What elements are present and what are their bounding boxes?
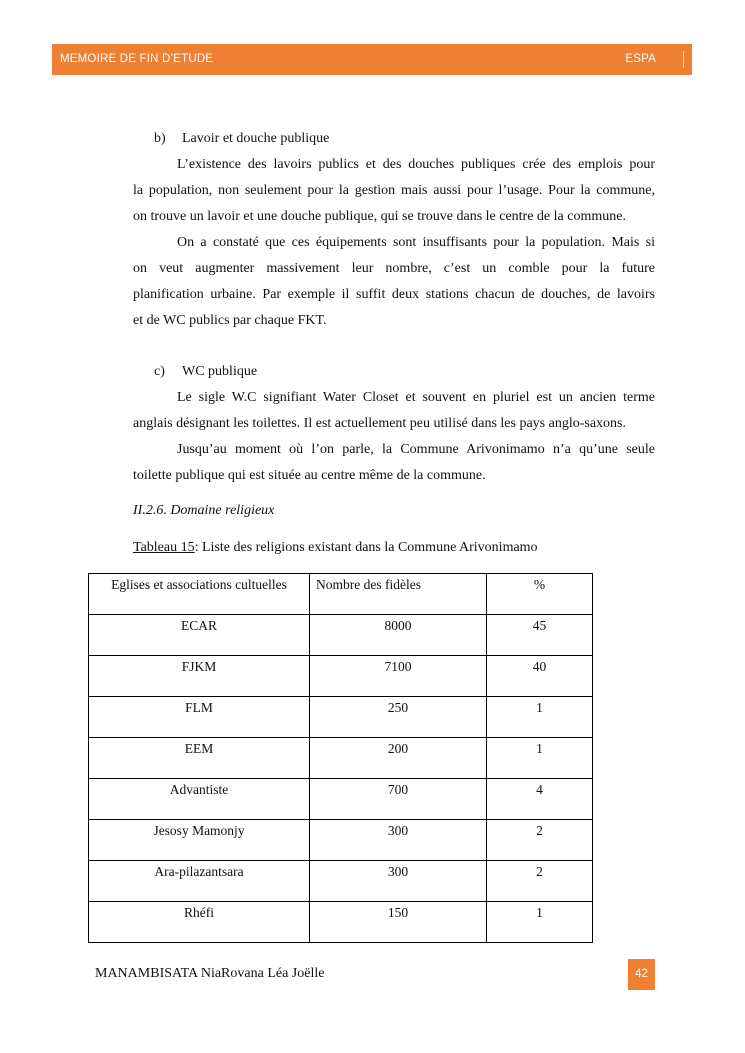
members-cell: 150 [310, 902, 487, 943]
page-header [52, 44, 692, 75]
members-cell: 300 [310, 861, 487, 902]
paragraph-line: on veut augmenter massivement leur nombre, c’est un comble pour la future [133, 261, 655, 276]
table-caption [133, 538, 538, 558]
table-caption-text: : Liste des religions existant dans la Commune Arivonimamo [194, 540, 538, 555]
paragraph-line: on trouve un lavoir et une douche publique, qui se trouve dans le centre de la commune. [133, 209, 626, 224]
church-cell: Ara-pilazantsara [89, 861, 310, 902]
church-cell: ECAR [89, 615, 310, 656]
church-cell: Advantiste [89, 779, 310, 820]
table-caption-label: Tableau 15 [133, 540, 195, 555]
percent-cell: 40 [487, 656, 593, 697]
paragraph-line: On a constaté que ces équipements sont insuffisants pour la population. Mais si [177, 235, 655, 250]
table-row [89, 615, 593, 656]
members-cell: 7100 [310, 656, 487, 697]
header-cell: % [487, 574, 593, 615]
table-row [89, 656, 593, 697]
percent-cell: 1 [487, 697, 593, 738]
religions-table [88, 573, 593, 943]
percent-cell: 2 [487, 820, 593, 861]
members-cell: 250 [310, 697, 487, 738]
church-cell: FJKM [89, 656, 310, 697]
church-cell: Rhéfi [89, 902, 310, 943]
percent-cell: 2 [487, 861, 593, 902]
section-b-marker: b) [154, 131, 166, 146]
percent-cell: 45 [487, 615, 593, 656]
members-cell: 8000 [310, 615, 487, 656]
footer-author: MANAMBISATA NiaRovana Léa Joëlle [95, 966, 325, 981]
section-c [133, 359, 655, 489]
percent-cell: 1 [487, 738, 593, 779]
paragraph-line: la population, non seulement pour la gestion mais aussi pour l’usage. Pour la commune, [133, 183, 655, 198]
header-school: ESPA [625, 53, 656, 65]
section-b [133, 126, 655, 334]
section-c-title: WC publique [182, 364, 258, 379]
percent-cell: 4 [487, 779, 593, 820]
paragraph-line: et de WC publics par chaque FKT. [133, 313, 327, 328]
table-header-row [89, 574, 593, 615]
header-cell: Eglises et associations cultuelles [89, 574, 310, 615]
header-cell: Nombre des fidèles [310, 574, 487, 615]
section-b-heading [133, 126, 655, 152]
section-c-heading [133, 359, 655, 385]
page-number: 42 [628, 959, 655, 990]
paragraph-line: Jusqu’au moment où l’on parle, la Commune Arivonimamo n’a qu’une seule [177, 442, 655, 457]
table-row [89, 779, 593, 820]
table-row [89, 820, 593, 861]
header-title: MEMOIRE DE FIN D’ETUDE [60, 53, 214, 65]
percent-cell: 1 [487, 902, 593, 943]
church-cell: EEM [89, 738, 310, 779]
section-c-marker: c) [154, 364, 165, 379]
section-heading: II.2.6. Domaine religieux [133, 503, 275, 518]
church-cell: Jesosy Mamonjy [89, 820, 310, 861]
section-b-title: Lavoir et douche publique [182, 131, 330, 146]
table-row [89, 902, 593, 943]
table-row [89, 861, 593, 902]
table-row [89, 697, 593, 738]
church-cell: FLM [89, 697, 310, 738]
paragraph-line: anglais désignant les toilettes. Il est actuellement peu utilisé dans les pays anglo-saxons. [133, 416, 626, 431]
paragraph-line: Le sigle W.C signifiant Water Closet et souvent en pluriel est un ancien terme [177, 390, 655, 405]
header-divider [683, 51, 684, 68]
paragraph-line: toilette publique qui est située au centre même de la commune. [133, 468, 486, 483]
members-cell: 700 [310, 779, 487, 820]
members-cell: 300 [310, 820, 487, 861]
paragraph-line: planification urbaine. Par exemple il suffit deux stations chacun de douches, de lavoirs [133, 287, 655, 302]
members-cell: 200 [310, 738, 487, 779]
table-row [89, 738, 593, 779]
paragraph-line: L’existence des lavoirs publics et des douches publiques crée des emplois pour [177, 157, 655, 172]
